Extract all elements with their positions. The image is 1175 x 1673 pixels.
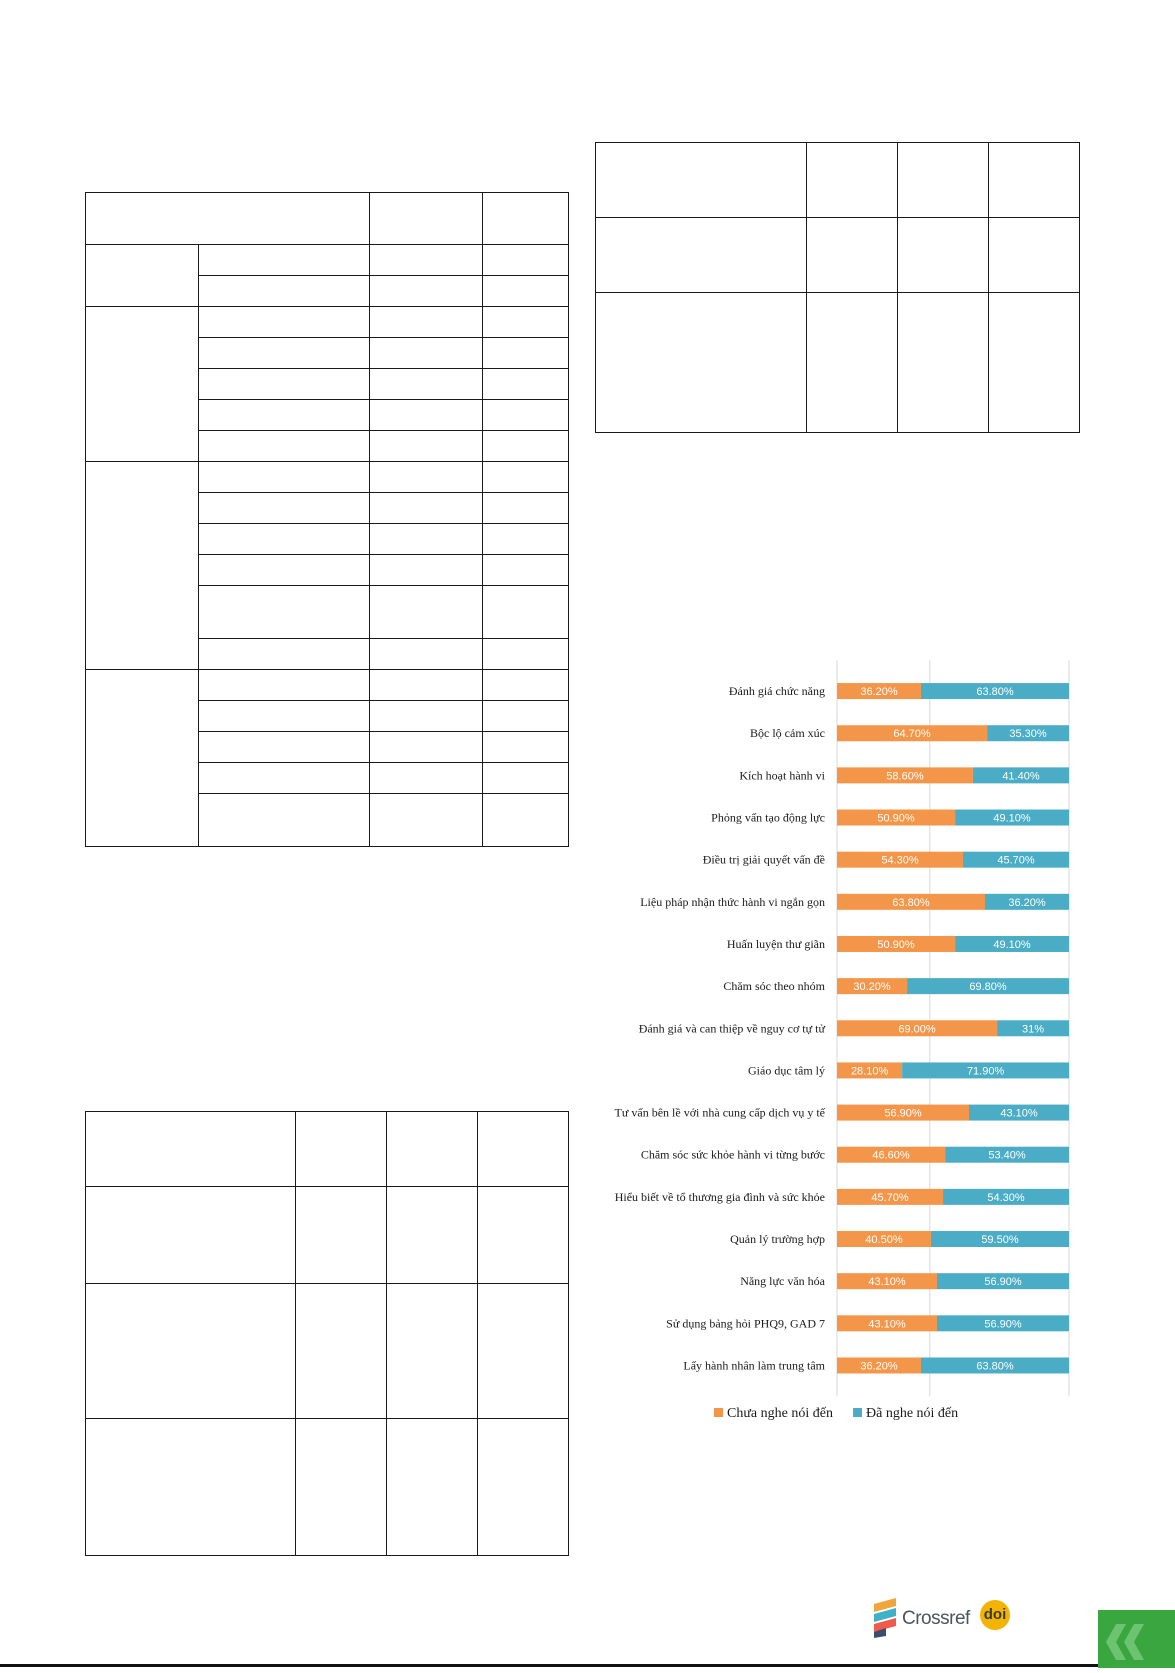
data-label-a-13: 40.50%: [865, 1234, 903, 1247]
bottom-rule: [0, 1664, 1098, 1667]
legend-label-b: Đã nghe nói đến: [866, 1406, 959, 1421]
data-label-a-8: 69.00%: [898, 1023, 936, 1036]
data-label-b-0: 63.80%: [976, 686, 1014, 699]
data-label-a-14: 43.10%: [868, 1276, 906, 1289]
double-chevron-left-icon: [1098, 1610, 1175, 1668]
data-label-a-4: 54.30%: [881, 854, 919, 867]
category-label-10: Tư vấn bên lề với nhà cung cấp dịch vụ y tế: [614, 1105, 825, 1120]
crossref-logo-icon: [872, 1598, 898, 1638]
table-3: [595, 142, 1080, 433]
data-label-b-8: 31%: [1022, 1023, 1045, 1036]
category-label-16: Lấy hành nhân làm trung tâm: [683, 1358, 825, 1373]
back-button[interactable]: [1098, 1610, 1175, 1668]
data-label-b-15: 56.90%: [984, 1318, 1022, 1331]
doi-badge: doi: [980, 1600, 1010, 1630]
stacked-bar-chart: [590, 660, 1090, 1430]
data-label-b-2: 41.40%: [1002, 770, 1040, 783]
data-label-a-7: 30.20%: [853, 981, 891, 994]
legend-label-a: Chưa nghe nói đến: [727, 1406, 833, 1421]
category-label-14: Năng lực văn hóa: [740, 1274, 825, 1289]
data-label-a-2: 58.60%: [886, 770, 924, 783]
category-label-6: Huấn luyện thư giãn: [726, 936, 825, 951]
table-cell: [86, 670, 199, 847]
legend-swatch-b: [853, 1408, 862, 1417]
category-label-12: Hiểu biết về tổ thương gia đình và sức khỏe: [614, 1189, 825, 1204]
data-label-a-1: 64.70%: [893, 728, 931, 741]
data-label-b-6: 49.10%: [993, 938, 1031, 951]
data-label-b-9: 71.90%: [966, 1065, 1005, 1078]
data-label-b-12: 54.30%: [987, 1191, 1025, 1204]
data-label-b-3: 49.10%: [993, 812, 1031, 825]
data-label-a-15: 43.10%: [868, 1318, 906, 1331]
category-labels: [615, 684, 826, 1372]
bars: [837, 683, 1069, 1373]
table-cell: [86, 193, 370, 245]
category-label-3: Phỏng vấn tạo động lực: [711, 810, 825, 825]
category-label-8: Đánh giá và can thiệp về nguy cơ tự tử: [638, 1021, 825, 1036]
data-label-a-16: 36.20%: [860, 1360, 898, 1373]
category-label-1: Bộc lộ cảm xúc: [750, 726, 825, 741]
table-cell: [86, 307, 199, 462]
table-cell: [483, 193, 569, 245]
category-label-13: Quản lý trường hợp: [730, 1232, 825, 1247]
category-label-5: Liệu pháp nhận thức hành vi ngắn gọn: [640, 894, 825, 909]
data-label-b-7: 69.80%: [969, 981, 1007, 994]
category-label-7: Chăm sóc theo nhóm: [723, 979, 825, 994]
category-label-0: Đánh giá chức năng: [728, 684, 825, 699]
data-label-b-11: 53.40%: [988, 1149, 1026, 1162]
table-cell: [86, 245, 199, 307]
table-cell: [370, 193, 483, 245]
data-label-b-13: 59.50%: [981, 1234, 1019, 1247]
data-label-b-4: 45.70%: [997, 854, 1035, 867]
data-label-b-14: 56.90%: [984, 1276, 1022, 1289]
data-label-b-5: 36.20%: [1008, 896, 1046, 909]
data-label-a-0: 36.20%: [860, 686, 898, 699]
legend-swatch-a: [714, 1408, 723, 1417]
table-cell: [86, 462, 199, 670]
crossref-logo-text: Crossref: [902, 1608, 970, 1629]
category-label-15: Sử dụng bảng hỏi PHQ9, GAD 7: [666, 1316, 825, 1331]
data-label-a-6: 50.90%: [877, 938, 915, 951]
data-label-a-9: 28.10%: [850, 1065, 889, 1078]
table-1: [85, 192, 569, 847]
category-label-4: Điều trị giải quyết vấn đề: [702, 852, 825, 867]
table-2: [85, 1111, 569, 1556]
data-label-b-10: 43.10%: [1000, 1107, 1038, 1120]
data-label-b-1: 35.30%: [1009, 728, 1047, 741]
category-label-11: Chăm sóc sức khỏe hành vi từng bước: [640, 1147, 825, 1162]
data-label-a-11: 46.60%: [872, 1149, 910, 1162]
data-label-a-5: 63.80%: [892, 896, 930, 909]
legend: [714, 1406, 958, 1421]
category-label-2: Kích hoạt hành vi: [739, 768, 825, 783]
category-label-9: Giáo dục tâm lý: [748, 1063, 825, 1078]
data-label-a-12: 45.70%: [871, 1191, 909, 1204]
data-label-a-3: 50.90%: [877, 812, 915, 825]
data-label-a-10: 56.90%: [884, 1107, 922, 1120]
data-label-b-16: 63.80%: [976, 1360, 1014, 1373]
